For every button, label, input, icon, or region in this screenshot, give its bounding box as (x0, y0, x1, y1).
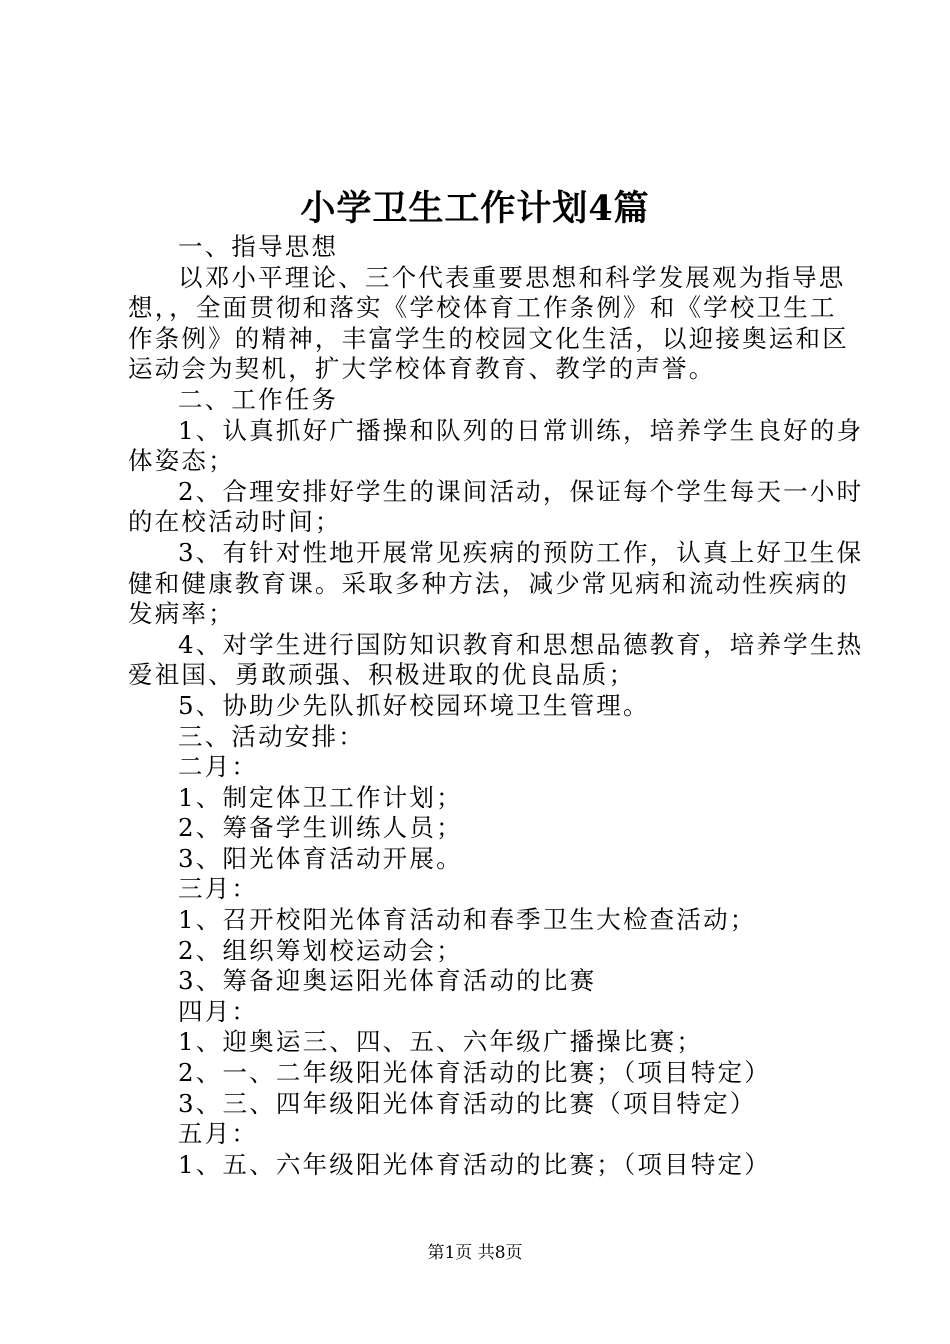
document-body (128, 232, 864, 1180)
section-heading: 三、活动安排： (178, 721, 365, 751)
list-item: 3、筹备迎奥运阳光体育活动的比赛 (178, 966, 597, 996)
list-item: 3、三、四年级阳光体育活动的比赛（项目特定） (178, 1088, 757, 1118)
list-item: 1、迎奥运三、四、五、六年级广播操比赛； (178, 1027, 704, 1057)
paragraph-line: 4、对学生进行国防知识教育和思想品德教育，培养学生热 (178, 629, 864, 659)
month-heading: 五月： (178, 1119, 259, 1149)
paragraph-line: 爱祖国、勇敢顽强、积极进取的优良品质； (128, 660, 636, 690)
section-heading: 一、指导思想 (178, 232, 339, 261)
list-item: 3、阳光体育活动开展。 (178, 843, 463, 873)
list-item: 2、一、二年级阳光体育活动的比赛；（项目特定） (178, 1058, 771, 1088)
paragraph-line: 1、认真抓好广播操和队列的日常训练，培养学生良好的身 (178, 415, 864, 445)
paragraph-line: 2、合理安排好学生的课间活动，保证每个学生每天一小时 (178, 476, 864, 506)
paragraph-line: 发病率； (128, 599, 235, 629)
paragraph-line: 5、协助少先队抓好校园环境卫生管理。 (178, 690, 650, 720)
month-heading: 三月： (178, 874, 259, 904)
list-item: 2、组织筹划校运动会； (178, 935, 463, 965)
section-heading: 二、工作任务 (178, 384, 339, 414)
month-heading: 二月： (178, 752, 259, 782)
month-heading: 四月： (178, 996, 259, 1026)
page-footer: 第1页 共8页 (427, 1243, 523, 1263)
paragraph-line: 运动会为契机，扩大学校体育教育、教学的声誉。 (128, 354, 716, 384)
paragraph-line: 以邓小平理论、三个代表重要思想和科学发展观为指导思 (178, 262, 846, 292)
document-title: 小学卫生工作计划4篇 (300, 188, 650, 229)
list-item: 2、筹备学生训练人员； (178, 813, 463, 843)
paragraph-line: 作条例》的精神，丰富学生的校园文化生活，以迎接奥运和区 (128, 323, 849, 353)
list-item: 1、召开校阳光体育活动和春季卫生大检查活动； (178, 905, 757, 935)
paragraph-line: 想，，全面贯彻和落实《学校体育工作条例》和《学校卫生工 (128, 293, 837, 323)
paragraph-line: 健和健康教育课。采取多种方法，减少常见病和流动性疾病的 (128, 568, 849, 598)
paragraph-line: 体姿态； (128, 446, 235, 476)
list-item: 1、五、六年级阳光体育活动的比赛；（项目特定） (178, 1149, 771, 1179)
list-item: 1、制定体卫工作计划； (178, 782, 463, 812)
paragraph-line: 3、有针对性地开展常见疾病的预防工作，认真上好卫生保 (178, 537, 864, 567)
paragraph-line: 的在校活动时间； (128, 507, 342, 537)
